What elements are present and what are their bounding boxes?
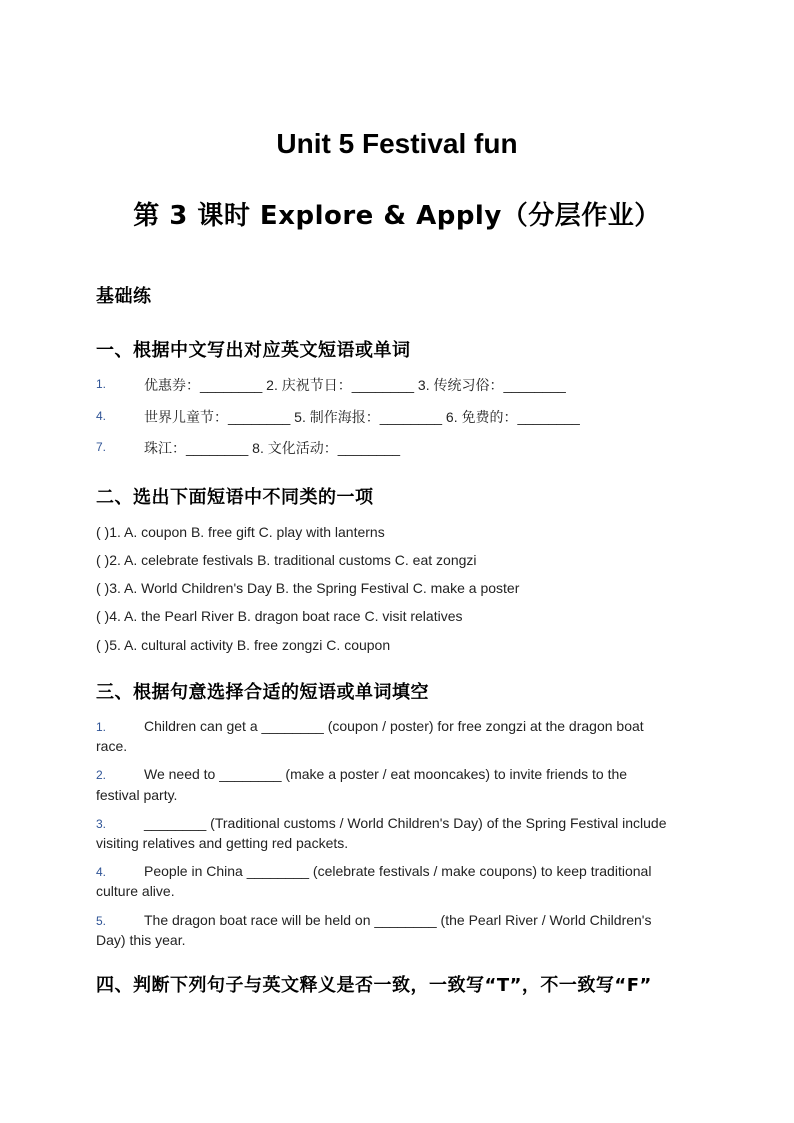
section3-heading: 三、根据句意选择合适的短语或单词填空	[96, 682, 429, 703]
section2-heading: 二、选出下面短语中不同类的一项	[96, 487, 374, 508]
s3-item2-number: 2.	[96, 768, 107, 782]
s2-item-1: ( )1. A. coupon B. free gift C. play with lanterns	[96, 524, 385, 540]
section1-heading: 一、根据中文写出对应英文短语或单词	[96, 340, 411, 361]
document-title: Unit 5 Festival fun	[276, 128, 518, 159]
document-subtitle: 第 3 课时 Explore & Apply（分层作业）	[133, 201, 661, 231]
s3-item3-number: 3.	[96, 817, 107, 831]
s3-item4-number: 4.	[96, 865, 107, 879]
s3-item1-line1: Children can get a ________ (coupon / poster) for free zongzi at the dragon boat	[144, 718, 644, 734]
section4-heading: 四、判断下列句子与英文释义是否一致，一致写“T”，不一致写“F”	[96, 975, 652, 996]
s1-row3-text: 珠江：________ 8. 文化活动：________	[144, 440, 401, 456]
s1-row2-text: 世界儿童节：________ 5. 制作海报：________ 6. 免费的：________	[144, 409, 580, 425]
s1-row1-number: 1.	[96, 377, 107, 391]
s2-item-4: ( )4. A. the Pearl River B. dragon boat race C. visit relatives	[96, 608, 463, 624]
s3-item2-line1: We need to ________ (make a poster / eat mooncakes) to invite friends to the	[144, 766, 628, 782]
level-heading: 基础练	[96, 286, 152, 307]
s1-row2-number: 4.	[96, 409, 107, 423]
s3-item5-number: 5.	[96, 914, 107, 928]
s3-item1-line2: race.	[96, 738, 128, 754]
s3-item4-line1: People in China ________ (celebrate festivals / make coupons) to keep traditional	[144, 863, 652, 879]
s3-item5-line1: The dragon boat race will be held on ________ (the Pearl River / World Children's	[144, 912, 652, 928]
s1-row1-text: 优惠券：________ 2. 庆祝节日：________ 3. 传统习俗：________	[144, 377, 566, 393]
s2-item-2: ( )2. A. celebrate festivals B. traditional customs C. eat zongzi	[96, 552, 477, 568]
s1-row3-number: 7.	[96, 440, 107, 454]
s2-item-3: ( )3. A. World Children's Day B. the Spring Festival C. make a poster	[96, 580, 520, 596]
s2-item-5: ( )5. A. cultural activity B. free zongzi C. coupon	[96, 637, 391, 653]
s3-item2-line2: festival party.	[96, 787, 178, 803]
s3-item3-line1: ________ (Traditional customs / World Children's Day) of the Spring Festival include	[144, 815, 667, 831]
s3-item5-line2: Day) this year.	[96, 932, 186, 948]
s3-item1-number: 1.	[96, 720, 107, 734]
s3-item4-line2: culture alive.	[96, 883, 175, 899]
s3-item3-line2: visiting relatives and getting red packets.	[96, 835, 349, 851]
